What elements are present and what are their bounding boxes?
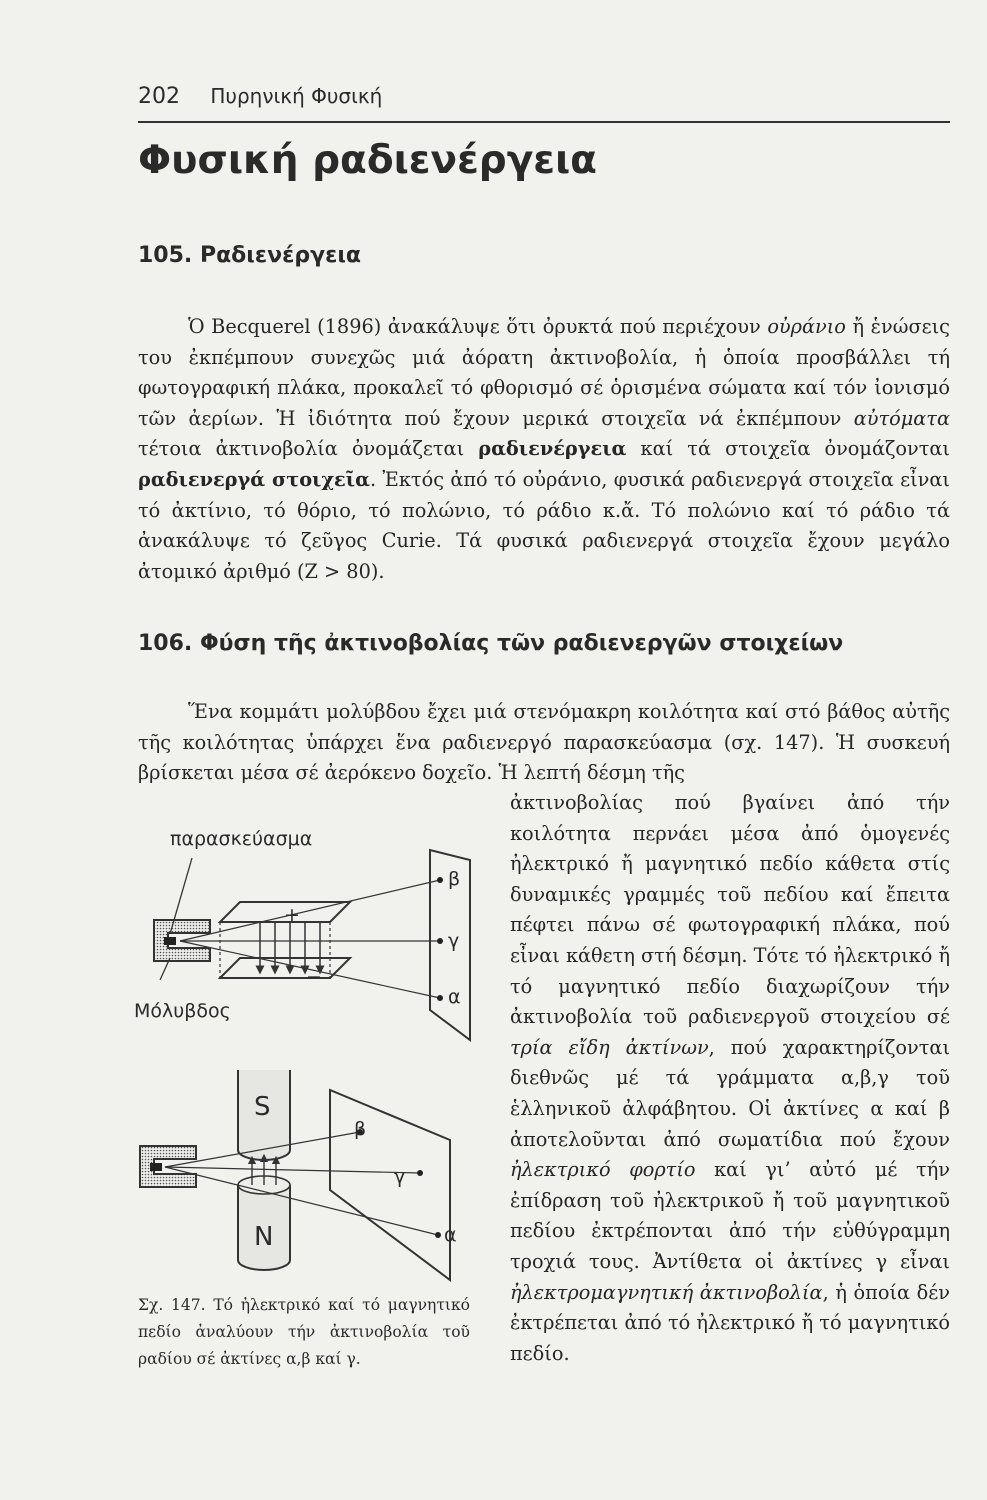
sample-source-lower bbox=[150, 1163, 162, 1171]
gamma-dot bbox=[437, 938, 443, 944]
gamma-ray-lower bbox=[165, 1167, 420, 1173]
bold-term-radioactivity: ραδιενέργεια bbox=[478, 437, 627, 461]
header-rule bbox=[138, 121, 950, 123]
label-gamma-lower: γ bbox=[394, 1166, 406, 1188]
figure-147 bbox=[120, 810, 480, 1290]
text-run: . Ἐκτός ἀπό τό οὐράνιο, φυσικά ραδιενεργά στοιχεῖα εἶναι τό ἀκτίνιο, τό θόριο, τό πολώνιο, τό ράδιο κ.ἄ. Τό πολώνιο καί τό ράδιο τά ἀνακάλυψε τό ζεῦγος Curie. Τά φυσικά ραδιενεργά στοιχεῖα ἔχουν μεγάλο ἀτομικό ἀριθμό (Z > 80). bbox=[138, 467, 950, 583]
label-south-pole: S bbox=[254, 1092, 271, 1122]
label-north-pole: N bbox=[254, 1222, 274, 1252]
italic-term-em-radiation: ἠλεκτρομαγνητική ἀκτινοβολία bbox=[510, 1280, 823, 1304]
text-run: καί τά στοιχεῖα ὀνομάζονται bbox=[626, 437, 950, 461]
sample-source-upper bbox=[164, 937, 176, 945]
label-minus: − bbox=[306, 966, 322, 988]
italic-term-automatically: αὐτόματα bbox=[853, 406, 950, 430]
text-run: Ὁ Becquerel (1896) ἀνακάλυψε ὅτι ὀρυκτά πού περιέχουν bbox=[188, 315, 768, 338]
section-106-paragraph-full: Ἕνα κομμάτι μολύβδου ἔχει μιά στενόμακρη κοιλότητα καί στό βάθος αὐτῆς τῆς κοιλότητας ὑπάρχει ἕνα ραδιενεργό παρασκεύασμα (σχ. 147). Ἡ συσκευή βρίσκεται μέσα σέ ἀερόκενο δοχεῖο. Ἡ λεπτή δέσμη τῆς bbox=[138, 700, 950, 785]
section-106-heading: 106. Φύση τῆς ἀκτινοβολίας τῶν ραδιενεργῶν στοιχείων bbox=[138, 631, 844, 656]
label-beta-upper: β bbox=[448, 868, 461, 890]
beta-dot bbox=[437, 877, 443, 883]
text-run: καί γι’ αὐτό μέ τήν ἐπίδραση τοῦ ἠλεκτρικοῦ ἤ τοῦ μαγνητικοῦ πεδίου ἐκτρέπονται ἀπό τήν εὐθύγραμμη τροχιά τους. Ἀντίθετα οἱ ἀκτίνες γ εἶναι bbox=[510, 1158, 950, 1273]
italic-term-three-kinds: τρία εἴδη ἀκτίνων bbox=[510, 1035, 709, 1059]
text-run: ἀκτινοβολίας πού βγαίνει ἀπό τήν κοιλότητα περνάει μέσα ἀπό ὁμογενές ἠλεκτρικό ἤ μαγνητικό πεδίο κάθετα στίς δυναμικές γραμμές τοῦ πεδίου καί ἔπειτα πέφτει πάνω σέ φωτογραφική πλάκα, πού εἶναι κάθετη στή δέσμη. Τότε τό ἠλεκτρικό ἤ τό μαγνητικό πεδίο διαχωρίζουν τήν ἀκτινοβολία τοῦ ραδιενεργοῦ στοιχείου σέ bbox=[510, 791, 950, 1029]
beta-ray-upper bbox=[180, 880, 440, 941]
italic-term-uranium: οὐράνιο bbox=[767, 315, 846, 338]
text-run: , πού χαρακτηρίζονται διεθνῶς μέ τά γράμματα α,β,γ τοῦ ἑλληνικοῦ ἀλφάβητου. Οἱ ἀκτίνες α καί β ἀποτελοῦνται ἀπό σωματίδια πού ἔχουν bbox=[510, 1035, 951, 1151]
running-header bbox=[138, 84, 950, 109]
label-alpha-upper: α bbox=[448, 986, 461, 1008]
gamma-dot bbox=[417, 1170, 423, 1176]
alpha-dot bbox=[435, 1232, 441, 1238]
label-alpha-lower: α bbox=[444, 1224, 457, 1246]
label-beta-lower: β bbox=[354, 1118, 367, 1140]
text-run: τέτοια ἀκτινοβολία ὀνομάζεται bbox=[138, 437, 479, 461]
text-run: ἤ ἑνώσεις του ἐκπέμπουν συνεχῶς μιά ἀόρατη ἀκτινοβολία, ἡ ὁποία προσβάλλει τή φωτογραφική πλάκα, προκαλεῖ τό φθορισμό σέ ὁρισμένα σώματα καί τόν ἰονισμό τῶν ἀερίων. Ἡ ἰδιότητα πού ἔχουν μερικά στοιχεῖα νά ἐκπέμπουν bbox=[138, 315, 950, 430]
section-105-heading: 105. Ραδιενέργεια bbox=[138, 243, 362, 268]
photo-plate-lower bbox=[330, 1090, 450, 1280]
chapter-title: Φυσική ραδιενέργεια bbox=[138, 138, 597, 183]
label-plus: + bbox=[284, 904, 300, 926]
bold-term-radioactive-elements: ραδιενεργά στοιχεῖα bbox=[138, 467, 370, 491]
running-title: Πυρηνική Φυσική bbox=[210, 84, 383, 108]
label-sample: παρασκεύασμα bbox=[170, 828, 313, 850]
label-lead: Μόλυβδος bbox=[134, 1000, 231, 1022]
section-106-paragraph-column bbox=[510, 788, 950, 1369]
italic-term-electric-charge: ἠλεκτρικό φορτίο bbox=[510, 1158, 696, 1182]
section-105-paragraph bbox=[138, 312, 950, 587]
label-gamma-upper: γ bbox=[448, 930, 460, 952]
text-run: , ἡ ὁποία δέν ἐκτρέπεται ἀπό τό ἠλεκτρικό ἤ τό μαγνητικό πεδίο. bbox=[510, 1280, 950, 1365]
alpha-dot bbox=[437, 995, 443, 1001]
figure-caption: Σχ. 147. Τό ἠλεκτρικό καί τό μαγνητικό πεδίο ἀναλύουν τήν ἀκτινοβολία τοῦ ραδίου σέ ἀκτίνες α,β καί γ. bbox=[138, 1296, 470, 1368]
page-number: 202 bbox=[138, 84, 180, 109]
